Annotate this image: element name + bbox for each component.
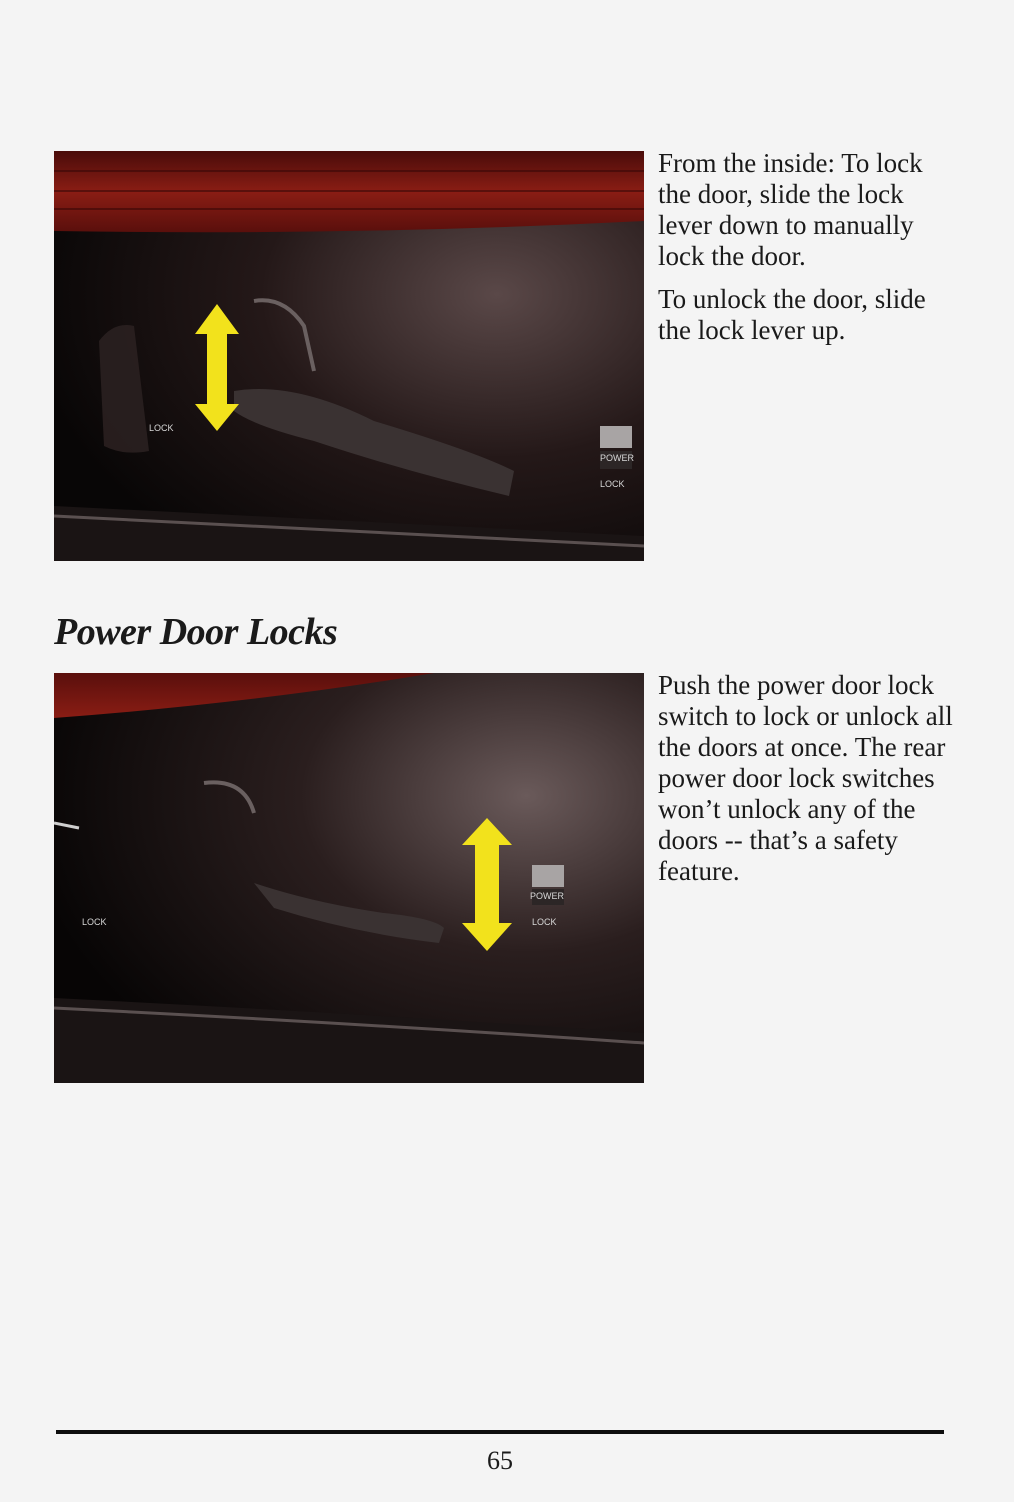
- lever-label: LOCK: [82, 917, 107, 927]
- door-interior-illustration: [54, 151, 644, 561]
- door-lock-lever-photo: [54, 151, 644, 561]
- paragraph: From the inside: To lock the door, slide the lock lever down to manually lock the door.: [658, 148, 923, 271]
- switch-label-bottom: LOCK: [532, 917, 557, 927]
- page-number: 65: [487, 1446, 513, 1475]
- paragraph: Push the power door lock switch to lock or unlock all the doors at once. The rear power door lock switches won’t unlock any of the doors -- that’s a safety feature.: [658, 670, 953, 886]
- switch-label-top: POWER: [530, 891, 565, 901]
- footer-rule: [56, 1430, 944, 1434]
- power-door-lock-photo: [54, 673, 644, 1083]
- door-interior-illustration: [54, 673, 644, 1083]
- power-lock-instructions: [658, 670, 958, 899]
- switch-label-bottom: LOCK: [600, 479, 625, 489]
- paragraph: To unlock the door, slide the lock lever up.: [658, 284, 926, 345]
- switch-label-top: POWER: [600, 453, 635, 463]
- lever-label: LOCK: [149, 423, 174, 433]
- inside-lock-instructions: [658, 148, 958, 358]
- section-heading: Power Door Locks: [54, 611, 338, 653]
